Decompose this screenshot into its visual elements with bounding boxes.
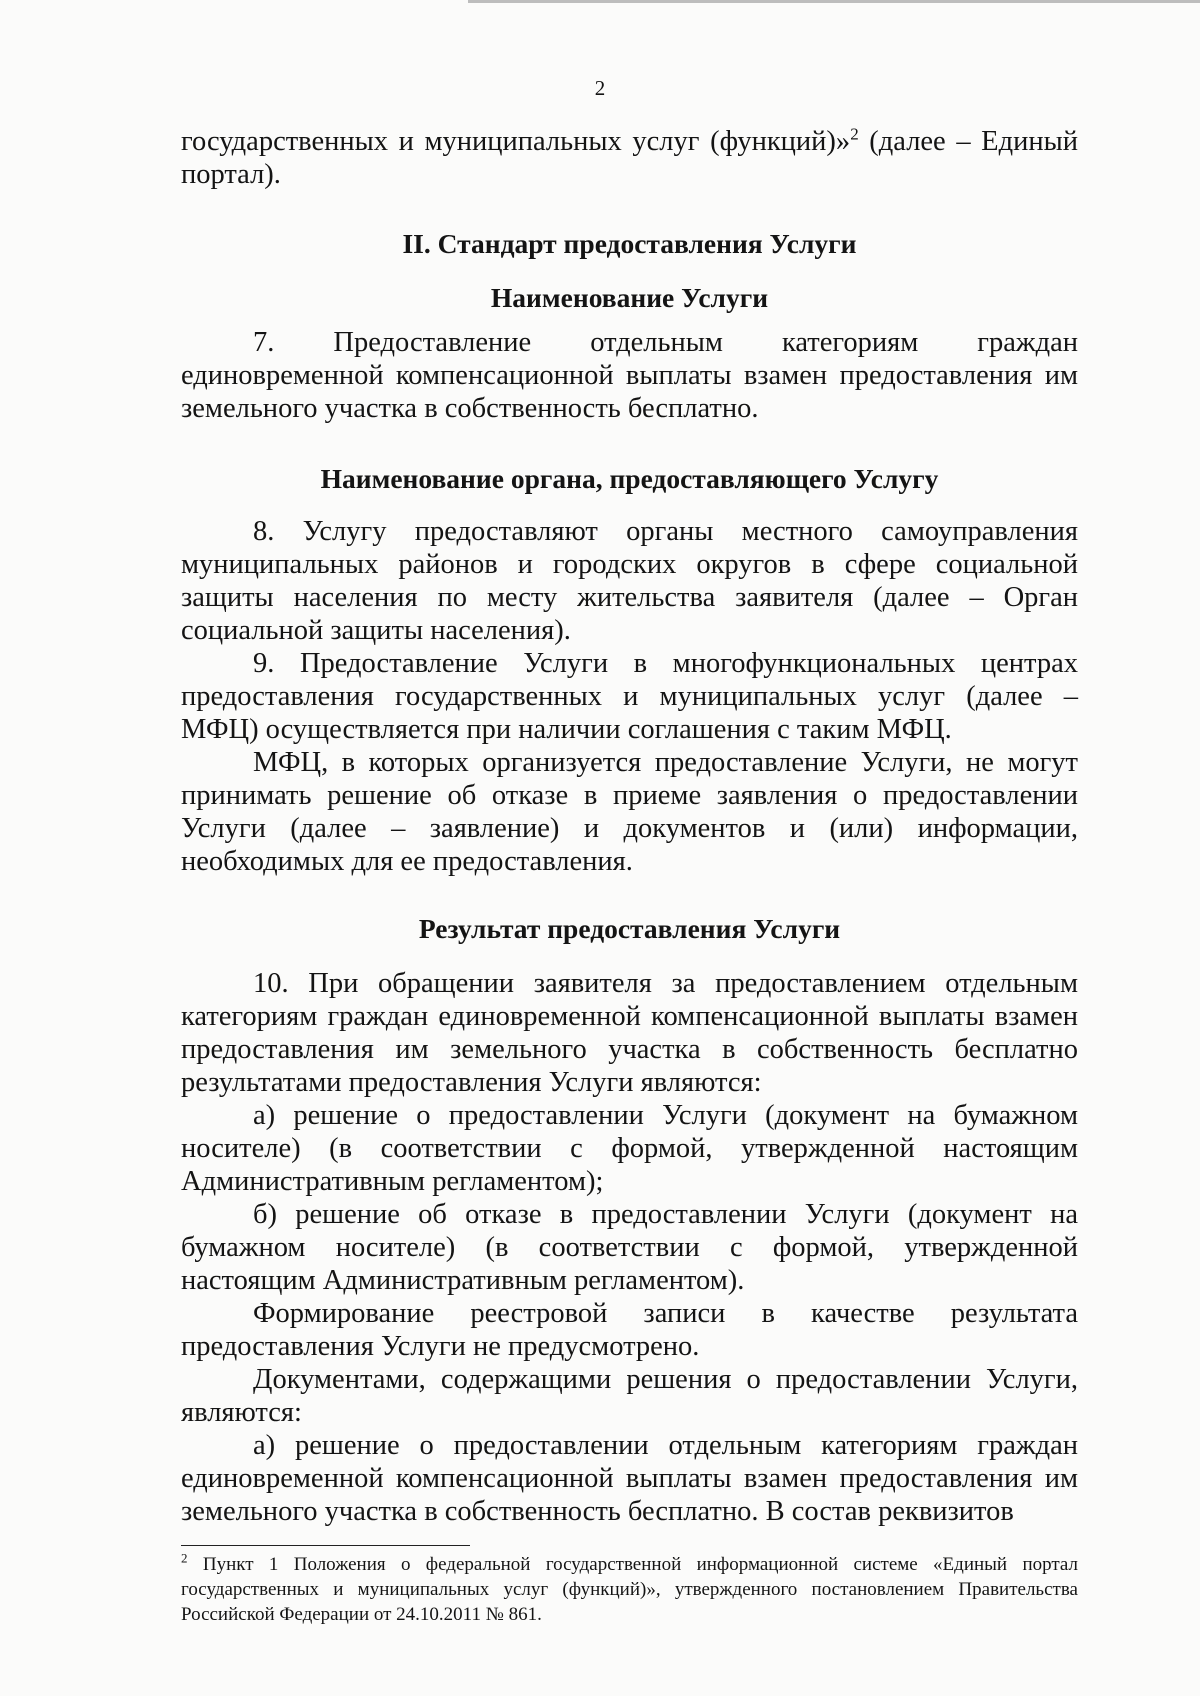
paragraph-8: 8. Услугу предоставляют органы местного самоуправления муниципальных районов и городских округов в сфере социальной защиты населения по месту жительства заявителя (далее – Орган социальной защиты населения). <box>181 516 1078 646</box>
paragraph-9: 9. Предоставление Услуги в многофункциональных центрах предоставления государственных и муниципальных услуг (далее – МФЦ) осуществляется при наличии соглашения с таким МФЦ. <box>181 648 1078 745</box>
heading-result: Результат предоставления Услуги <box>418 913 841 944</box>
paragraph-10-a: а) решение о предоставлении Услуги (документ на бумажном носителе) (в соответствии с формой, утвержденной настоящим Административным регламентом); <box>181 1100 1078 1197</box>
paragraph-9-mfc: МФЦ, в которых организуется предоставление Услуги, не могут принимать решение об отказе в приеме заявления о предоставлении Услуги (далее – заявление) и документов и (или) информации, необходимых для ее предоставления. <box>181 747 1078 877</box>
heading-service-name: Наименование Услуги <box>490 282 769 313</box>
paragraph-7: 7. Предоставление отдельным категориям граждан единовременной компенсационной выплаты взамен предоставления им земельного участка в собственность бесплатно. <box>181 327 1078 424</box>
footnote-ref: 2 <box>850 124 859 144</box>
paragraph-documents-a: а) решение о предоставлении отдельным категориям граждан единовременной компенсационной выплаты взамен предоставления им земельного участка в собственность бесплатно. В состав реквизитов <box>181 1430 1078 1527</box>
paragraph-documents: Документами, содержащими решения о предоставлении Услуги, являются: <box>181 1364 1078 1428</box>
footnote <box>181 1552 1078 1627</box>
scan-edge-line <box>468 0 1200 3</box>
footnote-number: 2 <box>181 1550 188 1566</box>
paragraph-registry: Формирование реестровой записи в качестве результата предоставления Услуги не предусмотрено. <box>181 1298 1078 1362</box>
heading-authority: Наименование органа, предоставляющего Услугу <box>320 463 939 494</box>
paragraph-10: 10. При обращении заявителя за предоставлением отдельным категориям граждан единовременной компенсационной выплаты взамен предоставления им земельного участка в собственность бесплатно результатами предоставления Услуги являются: <box>181 968 1078 1098</box>
section-title: II. Стандарт предоставления Услуги <box>402 228 857 259</box>
intro-paragraph <box>181 125 1078 191</box>
footnote-text: Пункт 1 Положения о федеральной государственной информационной системе «Единый портал государственных и муниципальных услуг (функций)», утвержденного постановлением Правительства Российской Федерации от 24.10.2011 № 861. <box>181 1554 1078 1625</box>
page-number: 2 <box>594 76 606 100</box>
footnote-divider <box>181 1545 470 1546</box>
paragraph-10-b: б) решение об отказе в предоставлении Услуги (документ на бумажном носителе) (в соответствии с формой, утвержденной настоящим Административным регламентом). <box>181 1199 1078 1296</box>
intro-text-end: (далее – Единый портал). <box>181 126 1078 190</box>
intro-text: государственных и муниципальных услуг (функций)» <box>181 126 851 157</box>
document-body <box>181 125 1078 1528</box>
